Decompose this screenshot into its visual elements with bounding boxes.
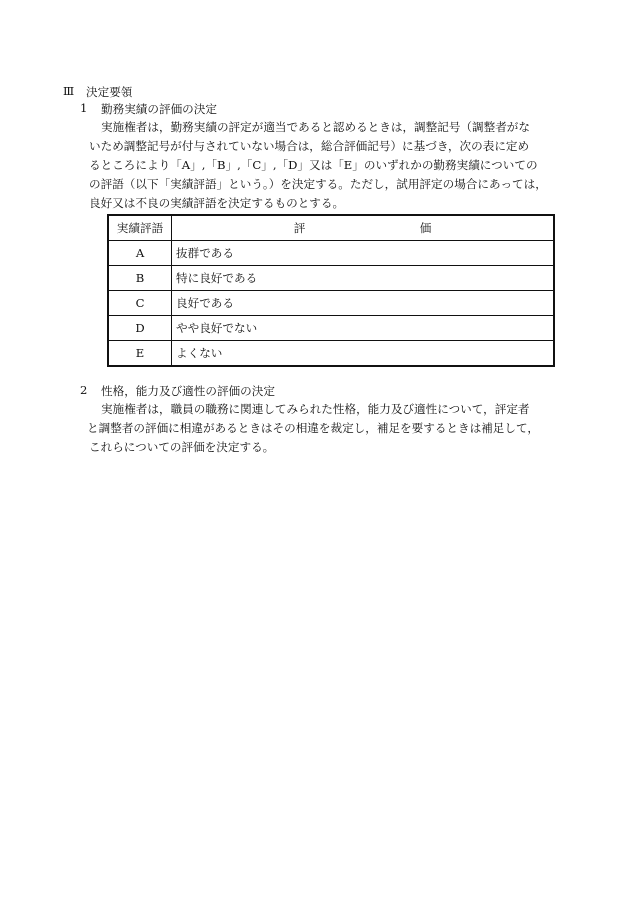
table-row [108,291,554,316]
item2-title: 性格，能力及び適性の評価の決定 [101,384,275,398]
table-row [108,266,554,291]
item2-line-1: 実施権者は，職員の職務に関連してみられた性格，能力及び適性について，評定者 [101,402,530,416]
table-row [108,316,554,341]
item2-paragraph [89,400,539,457]
table-row [108,241,554,266]
desc-cell: 特に良好である [172,266,555,291]
table-row [108,341,554,367]
item1-line-5: 良好又は不良の実績評語を決定するものとする。 [89,196,345,210]
section-title: 決定要領 [86,85,133,99]
grade-cell: C [108,291,172,316]
evaluation-table [107,214,555,367]
item1-paragraph [89,118,547,213]
item2-number: 2 [80,383,88,397]
grade-cell: D [108,316,172,341]
item2-line-3: これらについての評価を決定する。 [89,440,275,454]
desc-cell: 良好である [172,291,555,316]
item1-line-4: の評語（以下「実績評語」という。）を決定する。ただし，試用評定の場合にあっては， [89,177,547,191]
desc-cell: やや良好でない [172,316,555,341]
item1-line-2: いため調整記号が付与されていない場合は，総合評価記号）に基づき，次の表に定め [89,139,530,153]
item1-number: 1 [80,101,88,115]
grade-cell: E [108,341,172,367]
desc-cell: 抜群である [172,241,555,266]
item1-line-3: るところにより「A」,「B」,「C」,「D」又は「E」のいずれかの勤務実績についての [89,158,538,172]
header-evaluation [172,215,555,241]
desc-cell: よくない [172,341,555,367]
header-evaluation-char-1: 評 [293,221,306,235]
item1-title: 勤務実績の評価の決定 [101,102,217,116]
section-number: Ⅲ [63,84,75,98]
header-grade-label: 実績評語 [108,215,172,241]
header-evaluation-char-2: 価 [419,221,432,235]
table-header-row [108,215,554,241]
item1-line-1: 実施権者は，勤務実績の評定が適当であると認めるときは，調整記号（調整者がな [101,120,530,134]
grade-cell: A [108,241,172,266]
item2-line-2: と調整者の評価に相違があるときはその相違を裁定し，補足を要するときは補足して， [87,421,539,435]
grade-cell: B [108,266,172,291]
